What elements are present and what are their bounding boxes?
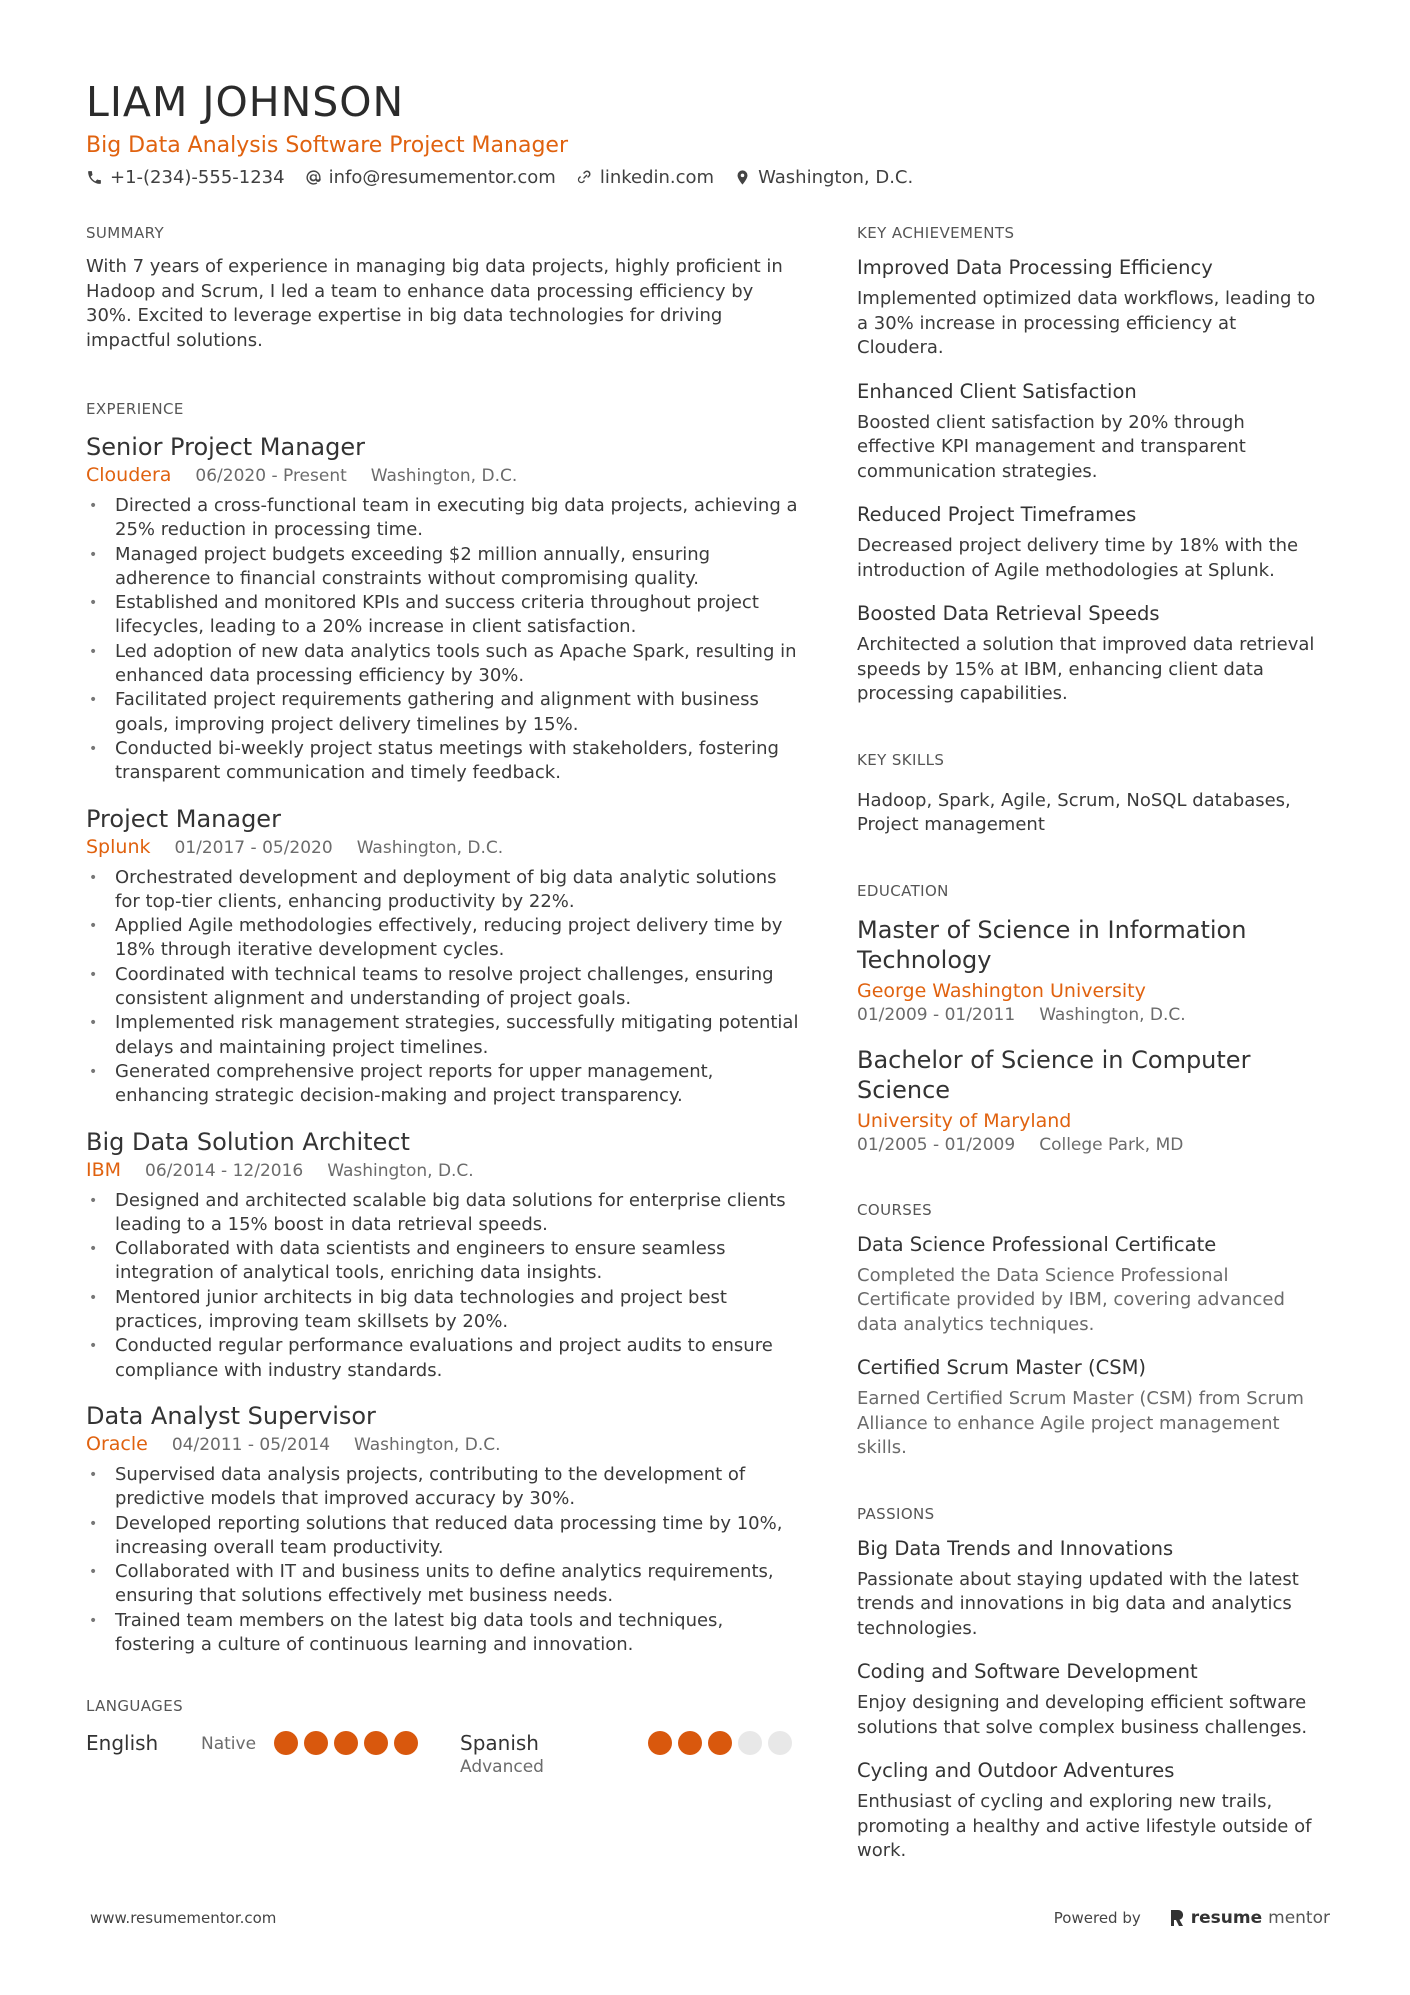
language-name: English [86, 1731, 159, 1756]
passion-text: Passionate about staying updated with the latest trends and innovations in big data and analytics technologies. [857, 1568, 1299, 1639]
phone-icon [86, 169, 103, 186]
link-icon [576, 169, 593, 186]
job-meta [86, 835, 800, 860]
course-title: Data Science Professional Certificate [857, 1232, 1217, 1256]
brand-mark-icon [1169, 1909, 1185, 1927]
summary-heading: SUMMARY [86, 224, 165, 242]
job-bullet: • Managed project budgets exceeding $2 million annually, ensuring adherence to financial constraints without compromising quality. [86, 543, 800, 592]
rating-dot-filled [394, 1731, 418, 1755]
education-location: College Park, MD [1039, 1134, 1184, 1155]
job-bullet: • Directed a cross-functional team in executing big data projects, achieving a 25% reduction in processing time. [86, 494, 800, 543]
course-title: Certified Scrum Master (CSM) [857, 1356, 1147, 1379]
achievement-text: Implemented optimized data workflows, leading to a 30% increase in processing efficiency at Cloudera. [857, 288, 1316, 358]
job-location: Washington, D.C. [370, 466, 518, 486]
contact-bar [86, 167, 1336, 188]
job-dates: 01/2017 - 05/2020 [174, 837, 333, 858]
job-bullet: • Applied Agile methodologies effectively, reducing project delivery time by 18% through iterative development cycles. [86, 914, 800, 963]
achievement-text: Boosted client satisfaction by 20% through effective KPI management and transparent communication strategies. [857, 411, 1246, 482]
candidate-name: LIAM JOHNSON [86, 78, 405, 126]
job-meta [86, 1432, 800, 1457]
passion-title: Cycling and Outdoor Adventures [857, 1759, 1175, 1782]
summary-text: With 7 years of experience in managing big data projects, highly proficient in Hadoop and Scrum, I led a team to enhance data processing efficiency by 30%. Excited to leverage expertise in big data technologies for driving impactful solutions. [86, 256, 783, 351]
course-item [857, 1232, 1327, 1338]
job-bullet: • Conducted regular performance evaluations and project audits to ensure compliance with industry standards. [86, 1334, 800, 1383]
education-dates: 01/2009 - 01/2011 [857, 1004, 1016, 1025]
powered-by-label: Powered by [1053, 1909, 1141, 1927]
job-bullet: • Developed reporting solutions that reduced data processing time by 10%, increasing overall team productivity. [86, 1512, 800, 1561]
job-location: Washington, D.C. [354, 1434, 501, 1455]
job-entry [86, 804, 800, 1109]
skills-heading: KEY SKILLS [857, 750, 945, 769]
job-bullet: • Designed and architected scalable big data solutions for enterprise clients leading to a 15% boost in data retrieval speeds. [86, 1189, 800, 1238]
passion-item [857, 1659, 1327, 1740]
job-bullet: • Trained team members on the latest big data tools and techniques, fostering a culture of continuous learning and innovation. [86, 1609, 800, 1658]
job-dates: 04/2011 - 05/2014 [171, 1434, 331, 1455]
achievement-text: Decreased project delivery time by 18% with the introduction of Agile methodologies at Splunk. [857, 535, 1299, 581]
job-bullets [86, 1463, 800, 1657]
resume-header [86, 78, 1336, 188]
powered-by [1054, 1908, 1330, 1928]
job-bullet: • Coordinated with technical teams to resolve project challenges, ensuring consistent alignment and understanding of project goals. [86, 963, 800, 1012]
passions-heading: PASSIONS [857, 1504, 935, 1523]
achievement-title: Enhanced Client Satisfaction [857, 379, 1137, 403]
rating-dot-filled [364, 1731, 388, 1755]
left-column [86, 224, 800, 1779]
contact-phone [86, 167, 285, 188]
rating-dot-filled [648, 1731, 672, 1755]
achievement-item [857, 601, 1327, 707]
job-title: Big Data Solution Architect [86, 1127, 410, 1156]
courses-heading: COURSES [857, 1200, 933, 1219]
job-bullet: • Collaborated with data scientists and engineers to ensure seamless integration of analytical tools, enriching data insights. [86, 1237, 800, 1286]
rating-dot-filled [304, 1731, 328, 1755]
achievements-heading: KEY ACHIEVEMENTS [857, 224, 1015, 242]
job-meta [86, 1158, 800, 1183]
email-text[interactable]: info@resumementor.com [328, 167, 556, 188]
job-bullet: • Mentored junior architects in big data technologies and project best practices, improving team skillsets by 20%. [86, 1286, 800, 1335]
education-degree: Bachelor of Science in Computer Science [857, 1045, 1251, 1104]
job-meta [86, 463, 800, 488]
achievement-item [857, 502, 1327, 583]
experience-heading: EXPERIENCE [86, 400, 184, 418]
passion-title: Coding and Software Development [857, 1660, 1198, 1683]
linkedin-text[interactable]: linkedin.com [599, 167, 715, 188]
education-location: Washington, D.C. [1039, 1004, 1186, 1025]
location-text: Washington, D.C. [758, 167, 914, 188]
course-text: Completed the Data Science Professional Certificate provided by IBM, covering advanced data analytics techniques. [857, 1264, 1285, 1335]
brand-name-light: mentor [1268, 1908, 1330, 1928]
language-rating [648, 1731, 792, 1755]
rating-dot-filled [708, 1731, 732, 1755]
rating-dot-filled [678, 1731, 702, 1755]
education-meta [857, 1003, 1327, 1027]
achievement-title: Reduced Project Timeframes [857, 503, 1137, 526]
passion-item [857, 1758, 1327, 1864]
education-item [857, 1045, 1327, 1157]
job-bullet: • Established and monitored KPIs and success criteria throughout project lifecycles, leading to a 20% increase in client satisfaction. [86, 591, 800, 640]
education-school: George Washington University [857, 979, 1146, 1002]
contact-location [734, 167, 913, 188]
page-footer [90, 1908, 1330, 1928]
passion-title: Big Data Trends and Innovations [857, 1536, 1174, 1560]
job-company: IBM [86, 1158, 122, 1181]
job-bullet: • Generated comprehensive project reports for upper management, enhancing strategic decision-making and project transparency. [86, 1060, 800, 1109]
at-icon [305, 169, 322, 186]
job-bullet: • Collaborated with IT and business units to define analytics requirements, ensuring that solutions effectively met business needs. [86, 1560, 800, 1609]
language-rating [274, 1731, 418, 1755]
location-pin-icon [734, 169, 751, 186]
course-text: Earned Certified Scrum Master (CSM) from Scrum Alliance to enhance Agile project management skills. [857, 1388, 1304, 1458]
job-bullet: • Supervised data analysis projects, contributing to the development of predictive models that improved accuracy by 30%. [86, 1463, 800, 1512]
rating-dot-empty [738, 1731, 762, 1755]
course-item [857, 1355, 1327, 1461]
language-name: Spanish [460, 1731, 539, 1756]
passion-text: Enthusiast of cycling and exploring new trails, promoting a healthy and active lifestyle outside of work. [857, 1791, 1312, 1861]
rating-dot-filled [334, 1731, 358, 1755]
achievement-title: Boosted Data Retrieval Speeds [857, 602, 1160, 625]
languages-row [86, 1729, 800, 1779]
languages-heading: LANGUAGES [86, 1697, 184, 1716]
job-bullets [86, 494, 800, 786]
job-entry [86, 1127, 800, 1383]
achievement-item [857, 255, 1327, 361]
job-dates: 06/2014 - 12/2016 [145, 1160, 304, 1181]
skills-text: Hadoop, Spark, Agile, Scrum, NoSQL databases, Project management [857, 789, 1291, 835]
job-bullet: • Conducted bi-weekly project status meetings with stakeholders, fostering transparent communication and timely feedback. [86, 737, 800, 786]
passion-item [857, 1536, 1327, 1642]
job-entry [86, 432, 800, 786]
contact-email[interactable] [305, 167, 556, 188]
job-bullet: • Led adoption of new data analytics tools such as Apache Spark, resulting in enhanced data processing efficiency by 30%. [86, 640, 800, 689]
achievement-title: Improved Data Processing Efficiency [857, 256, 1213, 279]
job-bullets [86, 1189, 800, 1383]
job-location: Washington, D.C. [327, 1160, 474, 1181]
job-title: Senior Project Manager [86, 433, 365, 461]
language-level: Advanced [460, 1757, 544, 1778]
job-bullets [86, 866, 800, 1109]
education-meta [857, 1133, 1327, 1157]
language-level: Native [201, 1734, 257, 1755]
rating-dot-filled [274, 1731, 298, 1755]
job-bullet: • Facilitated project requirements gathering and alignment with business goals, improving project delivery timelines by 15%. [86, 688, 800, 737]
education-school: University of Maryland [857, 1109, 1072, 1132]
job-title: Data Analyst Supervisor [86, 1401, 376, 1430]
contact-linkedin[interactable] [576, 167, 714, 188]
footer-website[interactable]: www.resumementor.com [90, 1909, 277, 1927]
job-dates: 06/2020 - Present [195, 466, 347, 486]
job-bullet: • Orchestrated development and deployment of big data analytic solutions for top-tier clients, enhancing productivity by 22%. [86, 866, 800, 915]
job-bullet: • Implemented risk management strategies, successfully mitigating potential delays and maintaining project timelines. [86, 1011, 800, 1060]
education-heading: EDUCATION [857, 881, 949, 900]
phone-text: +1-(234)-555-1234 [110, 167, 285, 188]
job-company: Splunk [86, 835, 151, 858]
brand-logo[interactable] [1169, 1908, 1330, 1928]
education-degree: Master of Science in Information Technology [857, 915, 1247, 974]
job-company: Cloudera [86, 464, 172, 486]
job-entry [86, 1401, 800, 1657]
job-location: Washington, D.C. [356, 837, 504, 858]
right-column [857, 224, 1327, 1864]
achievement-text: Architected a solution that improved data retrieval speeds by 15% at IBM, enhancing client data processing capabilities. [857, 634, 1315, 704]
passion-text: Enjoy designing and developing efficient software solutions that solve complex business challenges. [857, 1692, 1308, 1738]
rating-dot-empty [768, 1731, 792, 1755]
brand-name-bold: resume [1190, 1908, 1263, 1928]
education-item [857, 915, 1327, 1027]
job-company: Oracle [86, 1432, 148, 1455]
job-title: Project Manager [86, 804, 281, 833]
achievement-item [857, 379, 1327, 485]
education-dates: 01/2005 - 01/2009 [857, 1134, 1016, 1155]
candidate-role: Big Data Analysis Software Project Manager [86, 133, 568, 158]
